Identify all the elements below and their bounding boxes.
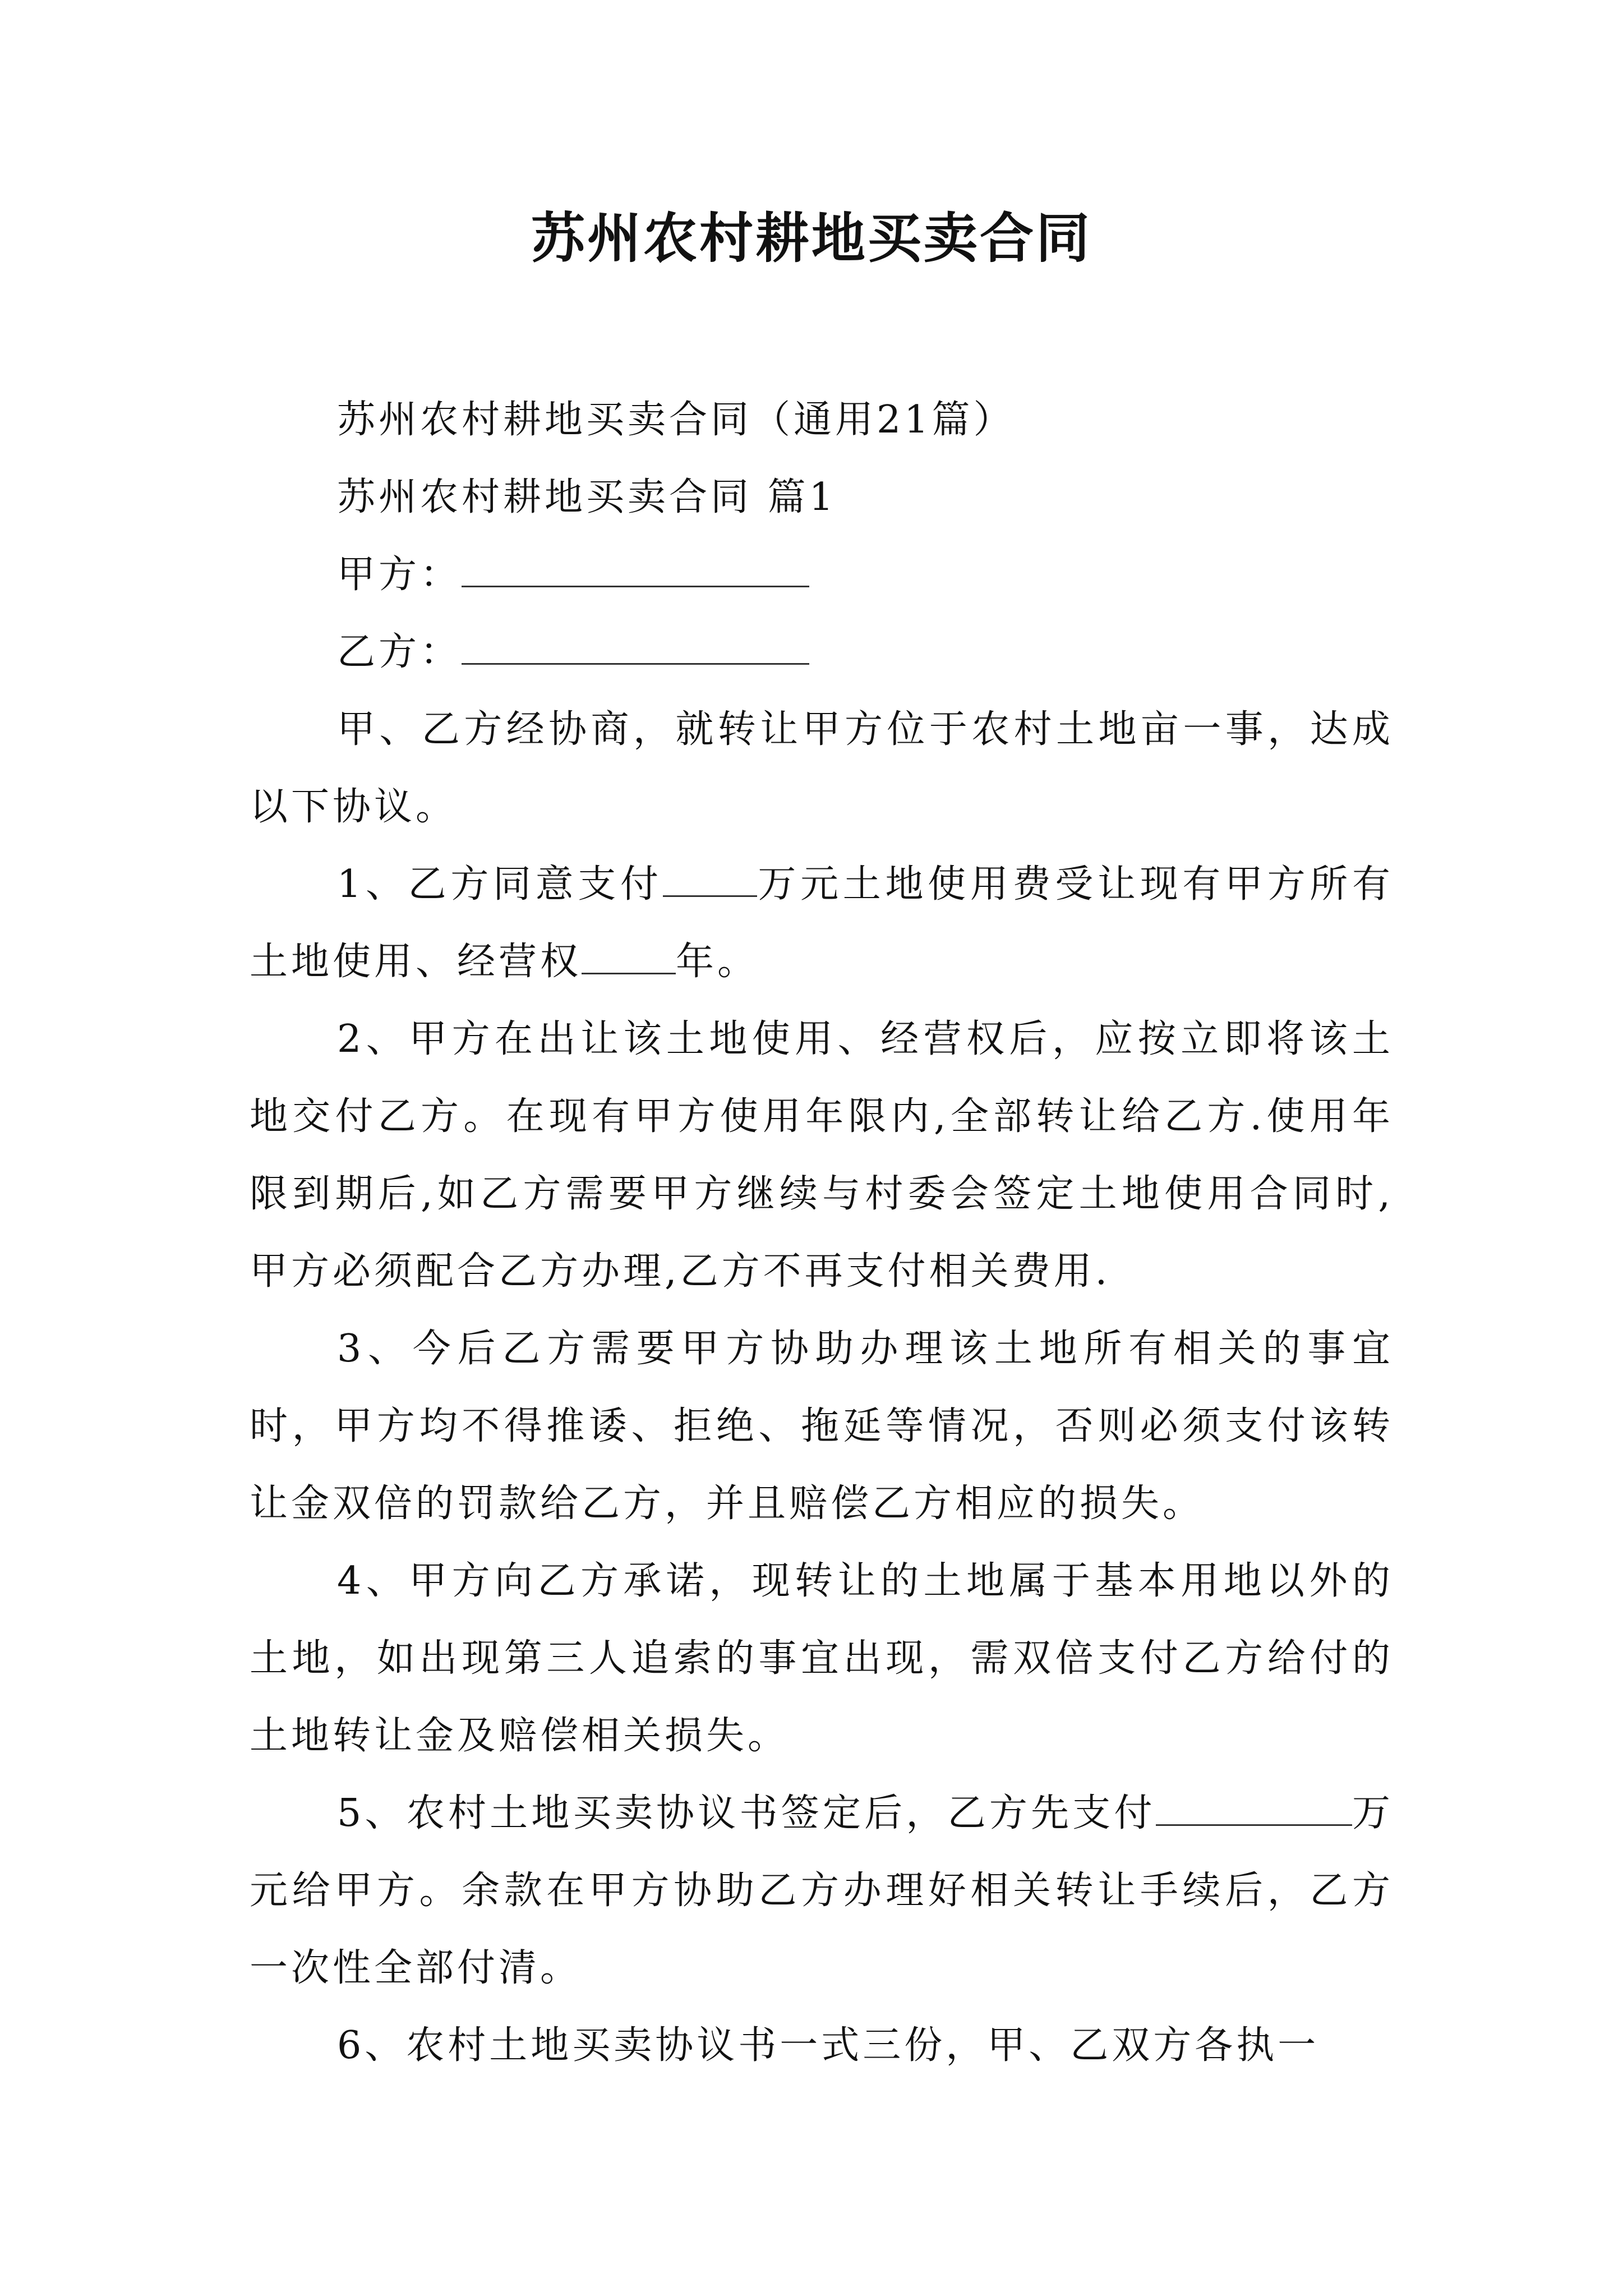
clause-5-text-b: 万元给甲方。余款在甲方协助乙方办理好相关转让手续后，乙方一次性全部付清。	[250, 1791, 1394, 1990]
clause-1-amount-blank	[663, 856, 757, 897]
clause-5	[250, 1775, 1394, 2007]
party-b-blank	[462, 624, 809, 665]
party-b-line	[250, 614, 1394, 691]
clause-3: 3、今后乙方需要甲方协助办理该土地所有相关的事宜时，甲方均不得推诿、拒绝、拖延等情况，否则必须支付该转让金双倍的罚款给乙方，并且赔偿乙方相应的损失。	[250, 1327, 1394, 1526]
party-a-label: 甲方：	[337, 553, 462, 597]
clause-2: 2、甲方在出让该土地使用、经营权后，应按立即将该土地交付乙方。在现有甲方使用年限内,全部转让给乙方.使用年限到期后,如乙方需要甲方继续与村委会签定土地使用合同时,甲方必须配合乙方办理,乙方不再支付相关费用.	[250, 1017, 1394, 1294]
intro-paragraph: 甲、乙方经协商，就转让甲方位于农村土地亩一事，达成以下协议。	[250, 707, 1394, 829]
document-subtitle: 苏州农村耕地买卖合同（通用21篇）	[337, 398, 1015, 442]
party-a-blank	[462, 546, 809, 587]
clause-1-years-blank	[582, 933, 676, 974]
clause-4: 4、甲方向乙方承诺，现转让的土地属于基本用地以外的土地，如出现第三人追索的事宜出现，需双倍支付乙方给付的土地转让金及赔偿相关损失。	[250, 1559, 1394, 1758]
clause-5-text-a: 5、农村土地买卖协议书签定后，乙方先支付	[337, 1791, 1156, 1835]
clause-1-text-a: 1、乙方同意支付	[337, 862, 663, 907]
document-title: 苏州农村耕地买卖合同	[531, 206, 1092, 270]
party-b-label: 乙方：	[337, 630, 462, 674]
clause-6: 6、农村土地买卖协议书一式三份，甲、乙双方各执一	[337, 2023, 1320, 2068]
clause-1-text-b: 万元土地使用费受让现有甲方所有土地使用、经营权	[250, 862, 1394, 984]
clause-5-amount-blank	[1156, 1785, 1352, 1826]
party-a-line	[250, 536, 1394, 614]
clause-1-text-c: 年。	[676, 940, 759, 984]
section-heading: 苏州农村耕地买卖合同 篇1	[337, 475, 837, 519]
document-body	[250, 381, 1394, 2085]
clause-1	[250, 846, 1394, 1001]
